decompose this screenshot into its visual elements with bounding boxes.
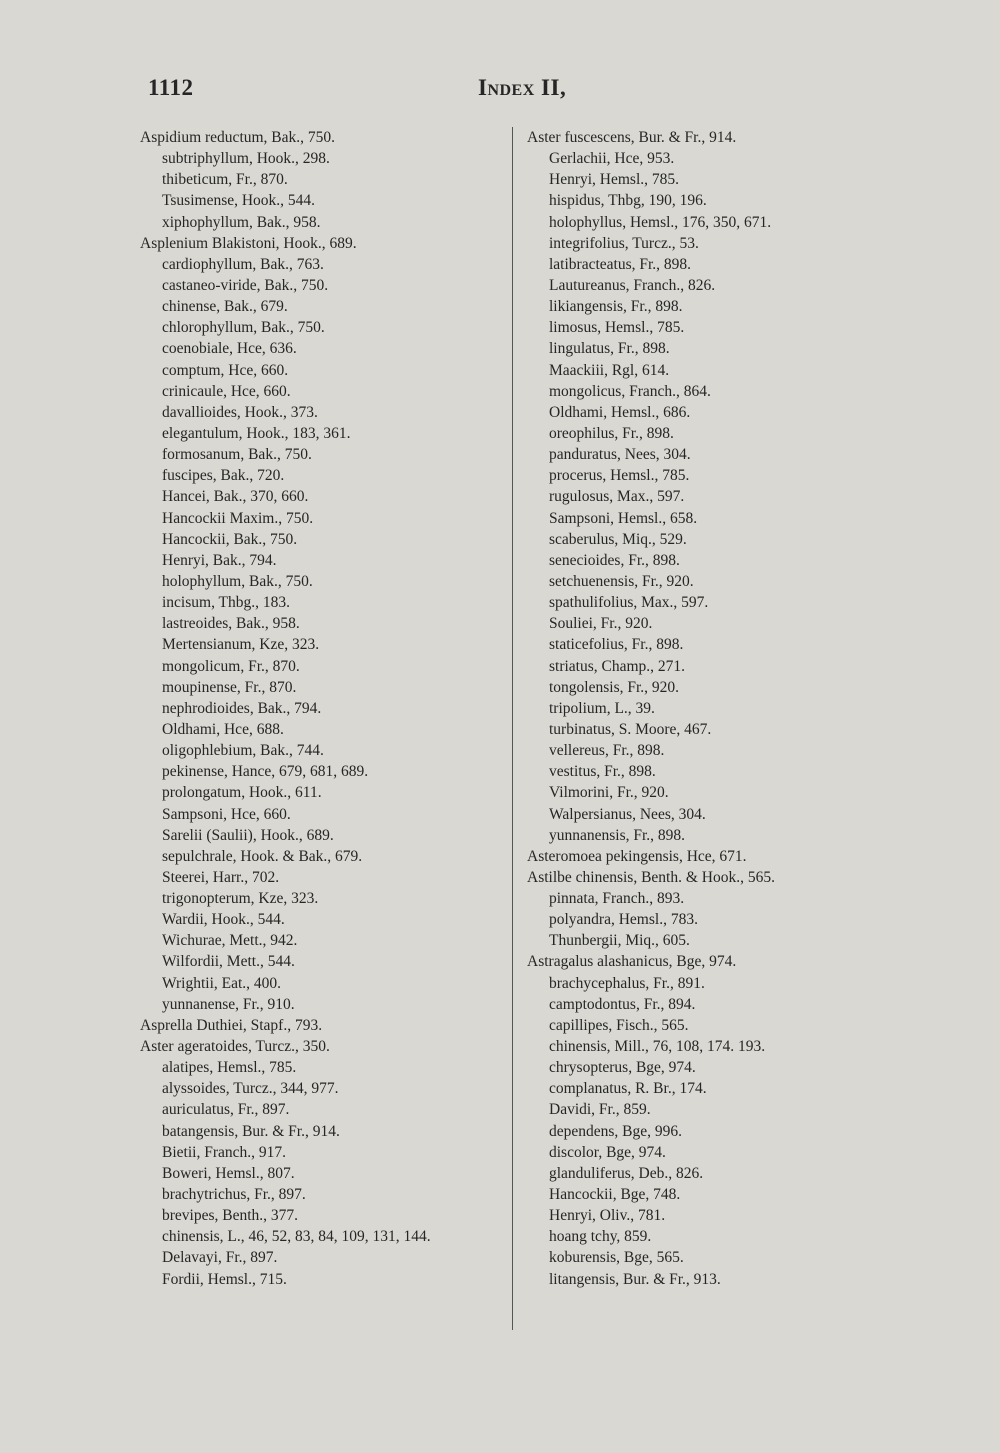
index-entry-sub: elegantulum, Hook., 183, 361. — [162, 424, 351, 442]
index-entry-sub: davallioides, Hook., 373. — [162, 403, 318, 421]
index-entry-main: Astilbe chinensis, Benth. & Hook., 565. — [527, 868, 775, 886]
column-divider — [512, 127, 513, 1330]
index-entry-sub: Mertensianum, Kze, 323. — [162, 636, 320, 654]
index-entry-sub: vellereus, Fr., 898. — [549, 742, 665, 760]
index-entry-sub: brachycephalus, Fr., 891. — [549, 974, 705, 992]
index-entry-sub: yunnanense, Fr., 910. — [162, 995, 295, 1013]
index-entry-sub: likiangensis, Fr., 898. — [549, 298, 683, 316]
index-entry-sub: rugulosus, Max., 597. — [549, 488, 685, 506]
index-entry-sub: complanatus, R. Br., 174. — [549, 1080, 707, 1098]
index-entry-sub: Gerlachii, Hce, 953. — [549, 150, 675, 168]
index-entry-sub: staticefolius, Fr., 898. — [549, 636, 684, 654]
index-entry-sub: prolongatum, Hook., 611. — [162, 784, 322, 802]
index-entry-sub: hoang tchy, 859. — [549, 1228, 652, 1246]
index-entry-sub: brachytrichus, Fr., 897. — [162, 1186, 306, 1204]
index-entry-main: Astragalus alashanicus, Bge, 974. — [527, 953, 737, 971]
index-entry-sub: comptum, Hce, 660. — [162, 361, 289, 379]
index-entry-sub: formosanum, Bak., 750. — [162, 446, 312, 464]
index-entry-sub: Vilmorini, Fr., 920. — [549, 784, 669, 802]
index-entry-sub: Henryi, Hemsl., 785. — [549, 171, 680, 189]
index-entry-sub: Delavayi, Fr., 897. — [162, 1249, 278, 1267]
index-entry-sub: fuscipes, Bak., 720. — [162, 467, 285, 485]
index-entry-sub: coenobiale, Hce, 636. — [162, 340, 297, 358]
index-entry-sub: Hancei, Bak., 370, 660. — [162, 488, 309, 506]
index-entry-sub: polyandra, Hemsl., 783. — [549, 911, 698, 929]
index-column-right — [527, 127, 927, 1290]
index-entry-sub: brevipes, Benth., 377. — [162, 1207, 299, 1225]
index-entry-sub: vestitus, Fr., 898. — [549, 763, 656, 781]
index-entry-main: Aspidium reductum, Bak., 750. — [140, 129, 336, 146]
index-entry-sub: thibeticum, Fr., 870. — [162, 171, 288, 189]
index-entry-sub: sepulchrale, Hook. & Bak., 679. — [162, 847, 363, 865]
index-entry-sub: chrysopterus, Bge, 974. — [549, 1059, 696, 1077]
index-entry-sub: Sampsoni, Hemsl., 658. — [549, 509, 698, 527]
index-entry-sub: Thunbergii, Miq., 605. — [549, 932, 690, 950]
index-entry-sub: Maackiii, Rgl, 614. — [549, 361, 670, 379]
index-entry-sub: dependens, Bge, 996. — [549, 1122, 683, 1140]
page-number: 1112 — [148, 75, 194, 100]
index-entry-sub: Fordii, Hemsl., 715. — [162, 1270, 287, 1288]
index-entry-sub: cardiophyllum, Bak., 763. — [162, 255, 324, 273]
index-entry-sub: camptodontus, Fr., 894. — [549, 995, 696, 1013]
index-entry-sub: Wilfordii, Mett., 544. — [162, 953, 295, 971]
index-entry-sub: tripolium, L., 39. — [549, 699, 655, 717]
index-entry-sub: glanduliferus, Deb., 826. — [549, 1164, 704, 1182]
index-entry-sub: lastreoides, Bak., 958. — [162, 615, 300, 633]
index-entry-main: Aster fuscescens, Bur. & Fr., 914. — [527, 129, 737, 146]
index-entry-sub: nephrodioides, Bak., 794. — [162, 699, 322, 717]
index-entry-sub: procerus, Hemsl., 785. — [549, 467, 690, 485]
index-entry-sub: holophyllus, Hemsl., 176, 350, 671. — [549, 213, 772, 231]
index-entry-sub: oreophilus, Fr., 898. — [549, 424, 674, 442]
index-entry-sub: pinnata, Franch., 893. — [549, 890, 685, 908]
index-entry-main: Asprella Duthiei, Stapf., 793. — [140, 1016, 323, 1034]
index-entry-sub: subtriphyllum, Hook., 298. — [162, 150, 330, 168]
index-entry-sub: striatus, Champ., 271. — [549, 657, 686, 675]
index-entry-sub: Bietii, Franch., 917. — [162, 1143, 286, 1161]
index-entry-sub: Oldhami, Hce, 688. — [162, 720, 284, 738]
index-entry-sub: tongolensis, Fr., 920. — [549, 678, 680, 696]
index-entry-sub: hispidus, Thbg, 190, 196. — [549, 192, 707, 210]
index-entry-sub: setchuenensis, Fr., 920. — [549, 572, 694, 590]
index-entry-sub: moupinense, Fr., 870. — [162, 678, 297, 696]
index-entry-sub: chinense, Bak., 679. — [162, 298, 288, 316]
index-entry-sub: Davidi, Fr., 859. — [549, 1101, 651, 1119]
index-entry-sub: senecioides, Fr., 898. — [549, 551, 680, 569]
index-entry-sub: spathulifolius, Max., 597. — [549, 594, 709, 612]
index-entry-sub: pekinense, Hance, 679, 681, 689. — [162, 763, 369, 781]
index-entry-sub: scaberulus, Miq., 529. — [549, 530, 687, 548]
index-entry-sub: lingulatus, Fr., 898. — [549, 340, 670, 358]
index-entry-sub: castaneo-viride, Bak., 750. — [162, 276, 329, 294]
index-entry-sub: chinensis, Mill., 76, 108, 174. 193. — [549, 1038, 766, 1056]
index-entry-sub: xiphophyllum, Bak., 958. — [162, 213, 321, 231]
index-entry-sub: mongolicus, Franch., 864. — [549, 382, 711, 400]
index-entry-sub: oligophlebium, Bak., 744. — [162, 742, 324, 760]
index-entry-sub: yunnanensis, Fr., 898. — [549, 826, 686, 844]
running-head: Index II, — [478, 75, 567, 100]
index-entry-sub: alyssoides, Turcz., 344, 977. — [162, 1080, 339, 1098]
index-entry-sub: discolor, Bge, 974. — [549, 1143, 666, 1161]
index-entry-sub: Henryi, Oliv., 781. — [549, 1207, 666, 1225]
index-entry-sub: latibracteatus, Fr., 898. — [549, 255, 692, 273]
index-entry-sub: mongolicum, Fr., 870. — [162, 657, 300, 675]
index-entry-sub: Henryi, Bak., 794. — [162, 551, 277, 569]
index-entry-sub: batangensis, Bur. & Fr., 914. — [162, 1122, 340, 1140]
index-entry-sub: koburensis, Bge, 565. — [549, 1249, 684, 1267]
index-entry-sub: capillipes, Fisch., 565. — [549, 1016, 689, 1034]
index-entry-sub: Hancockii, Bge, 748. — [549, 1186, 681, 1204]
index-entry-sub: litangensis, Bur. & Fr., 913. — [549, 1270, 721, 1288]
index-entry-sub: Hancockii, Bak., 750. — [162, 530, 298, 548]
index-column-left — [140, 127, 510, 1290]
index-entry-sub: Oldhami, Hemsl., 686. — [549, 403, 691, 421]
index-entry-sub: limosus, Hemsl., 785. — [549, 319, 685, 337]
index-entry-sub: Sampsoni, Hce, 660. — [162, 805, 291, 823]
index-entry-sub: Wichurae, Mett., 942. — [162, 932, 298, 950]
index-entry-sub: Wrightii, Eat., 400. — [162, 974, 282, 992]
index-entry-sub: trigonopterum, Kze, 323. — [162, 890, 319, 908]
index-entry-sub: chlorophyllum, Bak., 750. — [162, 319, 325, 337]
index-entry-sub: Sarelii (Saulii), Hook., 689. — [162, 826, 334, 844]
index-entry-sub: chinensis, L., 46, 52, 83, 84, 109, 131, 144. — [162, 1228, 431, 1246]
index-entry-main: Asplenium Blakistoni, Hook., 689. — [140, 234, 357, 252]
index-entry-sub: auriculatus, Fr., 897. — [162, 1101, 290, 1119]
index-entry-sub: alatipes, Hemsl., 785. — [162, 1059, 297, 1077]
index-entry-main: Asteromoea pekingensis, Hce, 671. — [527, 847, 747, 865]
index-entry-sub: Walpersianus, Nees, 304. — [549, 805, 706, 823]
index-entry-main: Aster ageratoides, Turcz., 350. — [140, 1038, 330, 1056]
index-entry-sub: Souliei, Fr., 920. — [549, 615, 653, 633]
index-entry-sub: crinicaule, Hce, 660. — [162, 382, 291, 400]
index-entry-sub: Tsusimense, Hook., 544. — [162, 192, 316, 210]
index-entry-sub: Lautureanus, Franch., 826. — [549, 276, 716, 294]
index-entry-sub: Wardii, Hook., 544. — [162, 911, 285, 929]
index-entry-sub: Hancockii Maxim., 750. — [162, 509, 314, 527]
index-entry-sub: panduratus, Nees, 304. — [549, 446, 691, 464]
index-entry-sub: turbinatus, S. Moore, 467. — [549, 720, 712, 738]
index-entry-sub: integrifolius, Turcz., 53. — [549, 234, 699, 252]
index-entry-sub: Boweri, Hemsl., 807. — [162, 1164, 295, 1182]
index-entry-sub: holophyllum, Bak., 750. — [162, 572, 313, 590]
index-entry-sub: incisum, Thbg., 183. — [162, 594, 291, 612]
index-entry-sub: Steerei, Harr., 702. — [162, 868, 280, 886]
